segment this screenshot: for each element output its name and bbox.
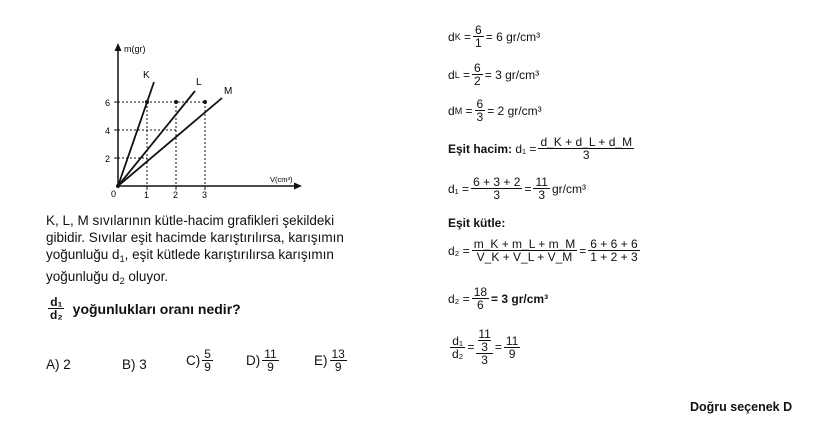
equal-volume-formula: Eşit hacim: d₁ = $\frac{d\_K + d\_L + d\_M}{3}$ xyxy=(448,135,633,162)
point-M xyxy=(203,100,207,104)
solution-dM: d M = $\frac{6}{3}$ = 2 gr/cm³ xyxy=(448,97,542,124)
y-tick-label-2: 2 xyxy=(105,154,111,164)
x-tick-label-1: 1 xyxy=(144,190,150,198)
line-L xyxy=(118,91,195,186)
origin-label: 0 xyxy=(111,189,117,198)
option-c[interactable]: C) $\frac{5}{9}$ xyxy=(186,347,211,374)
point-K xyxy=(145,100,149,104)
equal-mass-heading: Eşit kütle: xyxy=(448,216,506,230)
mass-volume-graph xyxy=(100,38,330,198)
y-tick-label-6: 6 xyxy=(105,98,111,108)
origin-point xyxy=(116,184,120,188)
label-M: M xyxy=(224,86,233,97)
x-axis-arrow xyxy=(294,183,302,190)
question-paragraph xyxy=(46,212,406,290)
option-b[interactable]: B) 3 xyxy=(122,357,147,372)
ratio-result: $\frac{\text{d₁}}{\text{d₂}}$ = 11 3 3 = $\frac{11}{9}$ xyxy=(452,327,519,367)
question-line-4: yoğunluğu $d_2$ oluyor. xyxy=(46,269,169,286)
point-L xyxy=(174,100,178,104)
question-line-2: gibidir. Sıvılar eşit hacimde karıştırılırsa, karışımın xyxy=(46,230,344,245)
label-L: L xyxy=(196,77,202,88)
dashed-guides xyxy=(118,102,205,186)
x-axis-label: V(cm³) xyxy=(270,175,293,184)
solution-dL: d L = $\frac{6}{2}$ = 3 gr/cm³ xyxy=(448,61,540,88)
ratio-fraction: $\frac{\text{d₁}}{\text{d₂}}$ xyxy=(50,295,63,322)
d1-calculation: d₁ = $\frac{6 + 3 + 2}{3}$ = $\frac{11}{3}$ gr/cm³ xyxy=(448,175,586,202)
correct-answer: Doğru seçenek D xyxy=(690,400,793,414)
ask-text: yoğunlukları oranı nedir? xyxy=(72,300,241,317)
y-axis-arrow xyxy=(115,43,122,51)
y-axis-label: m(gr) xyxy=(124,44,146,54)
question-line-1: K, L, M sıvılarının kütle-hacim grafikleri şekildeki xyxy=(46,213,335,228)
label-K: K xyxy=(143,70,150,81)
x-tick-label-3: 3 xyxy=(202,190,208,198)
x-tick-label-2: 2 xyxy=(173,190,179,198)
y-tick-label-4: 4 xyxy=(105,126,111,136)
option-a[interactable]: A) 2 xyxy=(46,357,71,372)
option-d[interactable]: D) $\frac{11}{9}$ xyxy=(246,347,277,374)
d2-result: d₂ = $\frac{18}{6}$ = 3 gr/cm³ xyxy=(448,285,549,312)
solution-dK: d K = $\frac{6}{1}$ = 6 gr/cm³ xyxy=(448,23,541,50)
option-e[interactable]: E) $\frac{13}{9}$ xyxy=(314,347,345,374)
d2-formula: d₂ = $\frac{m\_K + m\_L + m\_M}{V\_K + V\_L + V\_M}$ = $\frac{6 + 6 + 6}{1 + 2 + 3}$ xyxy=(448,237,638,264)
question-line-3: yoğunluğu $d_1$, eşit kütlede karıştırılırsa karışımın xyxy=(46,247,334,264)
question-ask xyxy=(46,296,241,321)
